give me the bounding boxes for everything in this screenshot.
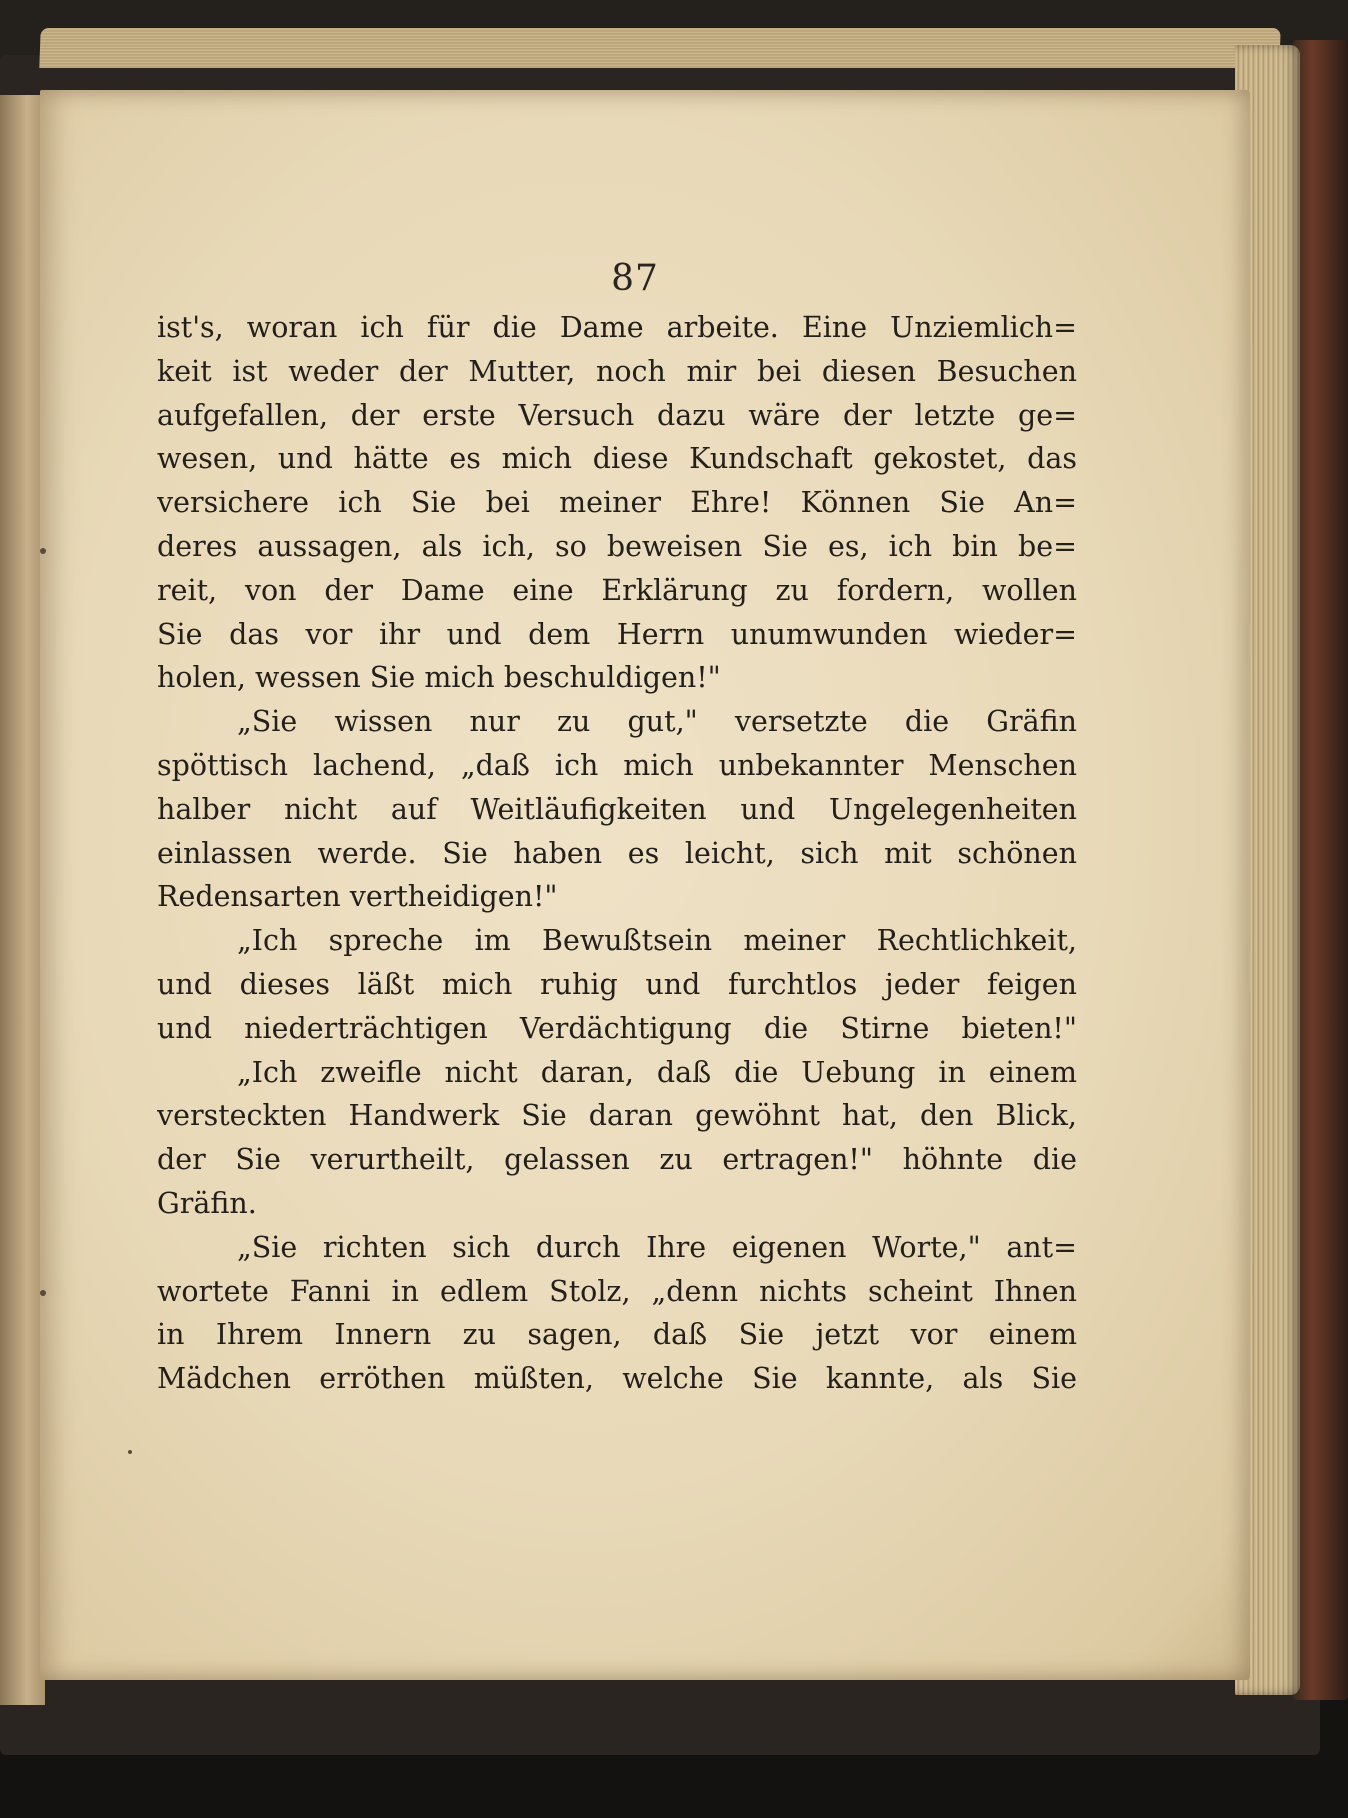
text-line: Sie das vor ihr und dem Herrn unumwunden wieder= (157, 617, 1077, 651)
text-line: keit ist weder der Mutter, noch mir bei diesen Besuchen (157, 354, 1077, 388)
text-line: in Ihrem Innern zu sagen, daß Sie jetzt vor einem (157, 1318, 1077, 1352)
text-line: „Sie wissen nur zu gut," versetzte die Gräfin (237, 705, 1077, 739)
text-line: versichere ich Sie bei meiner Ehre! Können Sie An= (157, 486, 1077, 520)
text-line: wesen, und hätte es mich diese Kundschaft gekostet, das (157, 442, 1077, 476)
page-stack-top-edge (39, 28, 1280, 68)
text-line: Mädchen erröthen müßten, welche Sie kannte, als Sie (157, 1362, 1077, 1396)
page-number: 87 (611, 258, 659, 299)
text-line: „Ich spreche im Bewußtsein meiner Rechtlichkeit, (237, 924, 1077, 958)
text-line: wortete Fanni in edlem Stolz, „denn nichts scheint Ihnen (157, 1274, 1077, 1308)
text-line: ist's, woran ich für die Dame arbeite. Eine Unziemlich= (157, 311, 1077, 344)
book-page (40, 90, 1250, 1680)
text-line: „Sie richten sich durch Ihre eigenen Worte," ant= (237, 1230, 1077, 1264)
text-line: deres aussagen, als ich, so beweisen Sie es, ich bin be= (157, 529, 1077, 563)
margin-mark (40, 548, 46, 554)
page-text-block (157, 306, 1077, 1401)
left-page-edge (0, 95, 45, 1705)
text-line: „Ich zweifle nicht daran, daß die Uebung in einem (237, 1055, 1077, 1089)
text-line: reit, von der Dame eine Erklärung zu fordern, wollen (157, 573, 1077, 607)
text-line: versteckten Handwerk Sie daran gewöhnt hat, den Blick, (157, 1099, 1077, 1133)
margin-mark (40, 1290, 46, 1296)
text-line: einlassen werde. Sie haben es leicht, sich mit schönen (157, 836, 1077, 870)
text-line: aufgefallen, der erste Versuch dazu wäre der letzte ge= (157, 398, 1077, 432)
text-line: und niederträchtigen Verdächtigung die Stirne bieten!" (157, 1011, 1077, 1045)
ink-speck (128, 1450, 132, 1454)
text-line: der Sie verurtheilt, gelassen zu ertragen!" höhnte die (157, 1143, 1077, 1177)
text-line: halber nicht auf Weitläufigkeiten und Ungelegenheiten (157, 792, 1077, 826)
text-line: holen, wessen Sie mich beschuldigen!" (157, 661, 721, 695)
text-line: spöttisch lachend, „daß ich mich unbekannter Menschen (157, 748, 1077, 782)
book-spine-edge (1293, 40, 1348, 1700)
text-line: Gräfin. (157, 1186, 257, 1220)
text-line: und dieses läßt mich ruhig und furchtlos jeder feigen (157, 967, 1077, 1001)
text-line: Redensarten vertheidigen!" (157, 880, 558, 914)
